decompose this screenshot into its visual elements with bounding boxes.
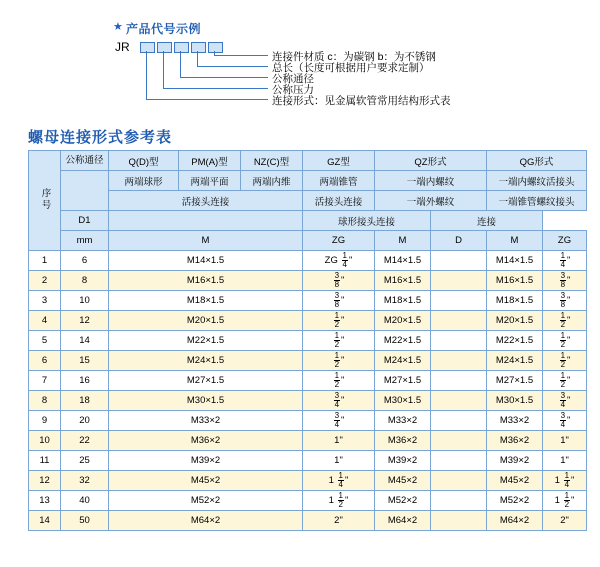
- cell-seq: 9: [29, 411, 61, 431]
- cell-qz-d: [431, 251, 487, 271]
- leader-h-2: [197, 66, 268, 67]
- cell-dn: 12: [61, 311, 109, 331]
- cell-qz-d: [431, 431, 487, 451]
- header-sub-zg: ZG: [303, 231, 375, 251]
- header-row4-qg: 连接: [431, 211, 543, 231]
- table-body: [29, 251, 587, 531]
- cell-gz-zg: $\frac{3}{8}$ ": [303, 291, 375, 311]
- cell-dn: 50: [61, 511, 109, 531]
- cell-dn: 32: [61, 471, 109, 491]
- cell-gz-zg: $\frac{1}{2}$ ": [303, 371, 375, 391]
- code-box-2: [157, 42, 172, 53]
- cell-qg-zg: $\frac{3}{8}$ ": [543, 271, 587, 291]
- cell-qg-m: M64×2: [487, 511, 543, 531]
- cell-qg-m: M52×2: [487, 491, 543, 511]
- cell-seq: 3: [29, 291, 61, 311]
- cell-dn: 16: [61, 371, 109, 391]
- nut-connection-table: [28, 150, 587, 531]
- cell-qg-zg: $\frac{3}{8}$ ": [543, 291, 587, 311]
- table-row: [29, 291, 587, 311]
- cell-qd-m: M33×2: [109, 411, 303, 431]
- leader-line-4: [163, 51, 164, 88]
- cell-qg-m: M27×1.5: [487, 371, 543, 391]
- table-row: [29, 351, 587, 371]
- table-row: [29, 411, 587, 431]
- leader-line-5: [146, 51, 147, 99]
- header-sub-qz: 一端内螺纹: [375, 171, 487, 191]
- cell-dn: 10: [61, 291, 109, 311]
- cell-seq: 14: [29, 511, 61, 531]
- cell-qz-m: M24×1.5: [375, 351, 431, 371]
- diagram-label-pn: 公称压力: [272, 84, 314, 96]
- cell-qg-zg: $\frac{3}{4}$ ": [543, 391, 587, 411]
- diagram-label-connection: 连接形式：见金属软管常用结构形式表: [272, 95, 451, 107]
- cell-qz-m: M36×2: [375, 431, 431, 451]
- header-sub-m: M: [109, 231, 303, 251]
- leader-line-2: [197, 51, 198, 66]
- product-code-diagram: [0, 0, 600, 118]
- cell-seq: 4: [29, 311, 61, 331]
- cell-qg-m: M16×1.5: [487, 271, 543, 291]
- diagram-label-length: 总长（长度可根据用户要求定制）: [272, 62, 430, 74]
- code-box-4: [191, 42, 206, 53]
- cell-qz-m: M20×1.5: [375, 311, 431, 331]
- cell-qd-m: M36×2: [109, 431, 303, 451]
- cell-qg-zg: $\frac{1}{2}$ ": [543, 371, 587, 391]
- cell-qz-d: [431, 471, 487, 491]
- cell-gz-zg: $\frac{1}{2}$ ": [303, 311, 375, 331]
- cell-seq: 12: [29, 471, 61, 491]
- code-box-5: [208, 42, 223, 53]
- table-row: [29, 251, 587, 271]
- header-unit-mm: mm: [61, 231, 109, 251]
- header-group-qz: QZ形式: [375, 151, 487, 171]
- cell-gz-zg: 1 $\frac{1}{2}$ ": [303, 491, 375, 511]
- code-box-1: [140, 42, 155, 53]
- table-row: [29, 271, 587, 291]
- cell-qg-m: M24×1.5: [487, 351, 543, 371]
- cell-qz-m: M22×1.5: [375, 331, 431, 351]
- cell-seq: 11: [29, 451, 61, 471]
- cell-gz-zg: 1": [303, 431, 375, 451]
- header-dn: 公称通径: [61, 151, 109, 171]
- header-row3-left: 活接头连接: [109, 191, 303, 211]
- header-group-nzc: NZ(C)型: [241, 151, 303, 171]
- header-group-pma: PM(A)型: [179, 151, 241, 171]
- cell-qg-m: M33×2: [487, 411, 543, 431]
- header-row3-gz: 活接头连接: [303, 191, 375, 211]
- header-sub-qz-d: D: [431, 231, 487, 251]
- cell-qg-m: M39×2: [487, 451, 543, 471]
- code-prefix: JR: [115, 40, 130, 54]
- cell-seq: 2: [29, 271, 61, 291]
- cell-qz-m: M52×2: [375, 491, 431, 511]
- diagram-title: 产品代号示例: [126, 22, 202, 36]
- cell-gz-zg: ZG $\frac{1}{4}$ ": [303, 251, 375, 271]
- leader-line-3: [180, 51, 181, 77]
- header-sub-qg-zg: ZG: [543, 231, 587, 251]
- cell-qg-m: M22×1.5: [487, 331, 543, 351]
- leader-h-4: [163, 88, 268, 89]
- cell-qz-d: [431, 511, 487, 531]
- header-sub-qg-m: M: [487, 231, 543, 251]
- cell-qd-m: M27×1.5: [109, 371, 303, 391]
- cell-gz-zg: 1": [303, 451, 375, 471]
- table-row: [29, 511, 587, 531]
- table-row: [29, 471, 587, 491]
- table-title: 螺母连接形式参考表: [28, 129, 173, 146]
- cell-dn: 8: [61, 271, 109, 291]
- code-box-3: [174, 42, 189, 53]
- cell-qz-d: [431, 451, 487, 471]
- table-row: [29, 451, 587, 471]
- cell-qd-m: M30×1.5: [109, 391, 303, 411]
- cell-qz-d: [431, 411, 487, 431]
- header-sub-gz: 两端锥管: [303, 171, 375, 191]
- cell-dn: 22: [61, 431, 109, 451]
- table-row: [29, 311, 587, 331]
- cell-qz-m: M39×2: [375, 451, 431, 471]
- cell-qz-m: M45×2: [375, 471, 431, 491]
- cell-qg-m: M14×1.5: [487, 251, 543, 271]
- cell-qz-d: [431, 331, 487, 351]
- cell-seq: 8: [29, 391, 61, 411]
- table-row: [29, 431, 587, 451]
- cell-qd-m: M52×2: [109, 491, 303, 511]
- cell-seq: 1: [29, 251, 61, 271]
- cell-qg-zg: 1": [543, 431, 587, 451]
- cell-qz-d: [431, 291, 487, 311]
- header-dn-blank: [61, 171, 109, 211]
- cell-qg-zg: $\frac{1}{2}$ ": [543, 331, 587, 351]
- cell-dn: 15: [61, 351, 109, 371]
- cell-qz-m: M18×1.5: [375, 291, 431, 311]
- header-sub-qd: 两端球形: [109, 171, 179, 191]
- header-sub-qz-m: M: [375, 231, 431, 251]
- header-row3-qz: 一端外螺纹: [375, 191, 487, 211]
- cell-qg-m: M30×1.5: [487, 391, 543, 411]
- diagram-label-dn: 公称通径: [272, 73, 314, 85]
- cell-gz-zg: $\frac{1}{2}$ ": [303, 331, 375, 351]
- cell-qg-zg: $\frac{1}{2}$ ": [543, 351, 587, 371]
- table-row: [29, 371, 587, 391]
- cell-qg-m: M20×1.5: [487, 311, 543, 331]
- table-row: [29, 491, 587, 511]
- cell-dn: 25: [61, 451, 109, 471]
- table-row: [29, 331, 587, 351]
- cell-qd-m: M39×2: [109, 451, 303, 471]
- cell-qz-m: M33×2: [375, 411, 431, 431]
- cell-qg-zg: $\frac{1}{2}$ ": [543, 311, 587, 331]
- cell-qd-m: M18×1.5: [109, 291, 303, 311]
- header-sub-pma: 两端平面: [179, 171, 241, 191]
- cell-qg-zg: 1": [543, 451, 587, 471]
- cell-qd-m: M45×2: [109, 471, 303, 491]
- cell-qd-m: M64×2: [109, 511, 303, 531]
- cell-gz-zg: $\frac{3}{4}$ ": [303, 411, 375, 431]
- cell-qg-zg: 1 $\frac{1}{2}$ ": [543, 491, 587, 511]
- cell-qz-d: [431, 311, 487, 331]
- cell-qz-d: [431, 351, 487, 371]
- cell-seq: 7: [29, 371, 61, 391]
- cell-qg-zg: 1 $\frac{1}{4}$ ": [543, 471, 587, 491]
- leader-h-3: [180, 77, 268, 78]
- cell-gz-zg: $\frac{1}{2}$ ": [303, 351, 375, 371]
- cell-qz-d: [431, 371, 487, 391]
- cell-qg-zg: $\frac{3}{4}$ ": [543, 411, 587, 431]
- table-row: [29, 391, 587, 411]
- cell-qz-m: M14×1.5: [375, 251, 431, 271]
- header-row4-qz: 球形接头连接: [303, 211, 431, 231]
- cell-gz-zg: 1 $\frac{1}{4}$ ": [303, 471, 375, 491]
- cell-seq: 10: [29, 431, 61, 451]
- cell-qd-m: M14×1.5: [109, 251, 303, 271]
- star-icon: ★: [113, 21, 123, 33]
- header-group-qd: Q(D)型: [109, 151, 179, 171]
- leader-h-1: [214, 55, 268, 56]
- cell-qg-m: M36×2: [487, 431, 543, 451]
- cell-gz-zg: $\frac{3}{4}$ ": [303, 391, 375, 411]
- header-group-qg: QG形式: [487, 151, 587, 171]
- cell-qz-m: M64×2: [375, 511, 431, 531]
- header-sub-nzc: 两端内维: [241, 171, 303, 191]
- cell-qd-m: M24×1.5: [109, 351, 303, 371]
- cell-qd-m: M16×1.5: [109, 271, 303, 291]
- cell-qg-m: M18×1.5: [487, 291, 543, 311]
- header-group-gz: GZ型: [303, 151, 375, 171]
- cell-seq: 13: [29, 491, 61, 511]
- cell-seq: 6: [29, 351, 61, 371]
- cell-qd-m: M20×1.5: [109, 311, 303, 331]
- cell-seq: 5: [29, 331, 61, 351]
- header-row3-qg: 一端锥管螺纹接头: [487, 191, 587, 211]
- leader-h-5: [146, 99, 268, 100]
- cell-qg-m: M45×2: [487, 471, 543, 491]
- cell-dn: 6: [61, 251, 109, 271]
- header-d1: D1: [61, 211, 109, 231]
- cell-dn: 20: [61, 411, 109, 431]
- cell-qz-d: [431, 271, 487, 291]
- cell-qz-m: M27×1.5: [375, 371, 431, 391]
- cell-qz-d: [431, 491, 487, 511]
- cell-dn: 18: [61, 391, 109, 411]
- header-seq: 序号: [29, 151, 61, 251]
- header-sub-qg: 一端内螺纹活接头: [487, 171, 587, 191]
- cell-gz-zg: $\frac{3}{8}$ ": [303, 271, 375, 291]
- cell-qg-zg: 2": [543, 511, 587, 531]
- cell-qz-d: [431, 391, 487, 411]
- header-row4-blank: [109, 211, 303, 231]
- cell-qd-m: M22×1.5: [109, 331, 303, 351]
- cell-qz-m: M16×1.5: [375, 271, 431, 291]
- cell-dn: 40: [61, 491, 109, 511]
- cell-qz-m: M30×1.5: [375, 391, 431, 411]
- diagram-label-material: 连接件材质 c：为碳钢 b：为不锈钢: [272, 51, 436, 63]
- cell-qg-zg: $\frac{1}{4}$ ": [543, 251, 587, 271]
- cell-dn: 14: [61, 331, 109, 351]
- cell-gz-zg: 2": [303, 511, 375, 531]
